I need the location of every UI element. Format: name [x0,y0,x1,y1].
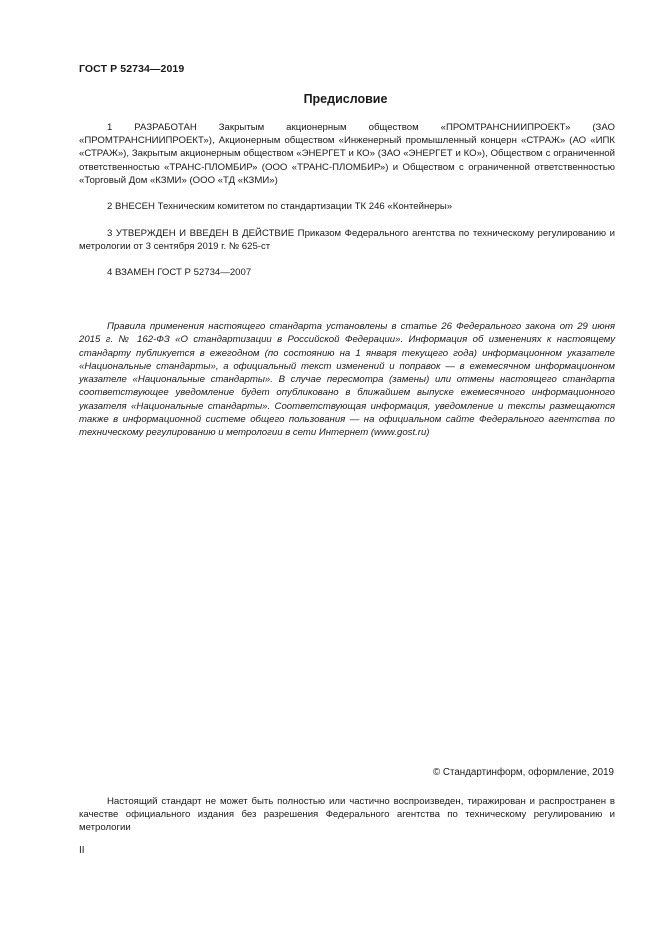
paragraph-replaces: 4 ВЗАМЕН ГОСТ Р 52734—2007 [107,267,252,278]
paragraph-introduced-by: 2 ВНЕСЕН Техническим комитетом по стандартизации ТК 246 «Контейнеры» [107,201,453,212]
page-title: Предисловие [303,92,388,106]
reproduction-rights: Настоящий стандарт не может быть полностью или частично воспроизведен, тиражирован и распространен в качестве официального издания без разрешения Федерального агентства по техническому регулированию и метрологии [79,796,615,834]
usage-rules-notice: Правила применения настоящего стандарта установлены в статье 26 Федерального закона от 29 июня 2015 г. № 162-ФЗ «О стандартизации в Российской Федерации». Информация об изменениях к настоящему стандарту публикуется в ежегодном (по состоянию на 1 января текущего года) информационном указателе «Национальные стандарты», а официальный текст изменений и поправок — в ежемесячном информационном указателе «Национальные стандарты». В случае пересмотра (замены) или отмены настоящего стандарта соответствующее уведомление будет опубликовано в ближайшем выпуске ежемесячного информационного указателя «Национальные стандарты». Соответствующая информация, уведомление и тексты размещаются также в информационной системе общего пользования — на официальном сайте Федерального агентства по техническому регулированию и метрологии в сети Интернет (www.gost.ru) [79,321,615,439]
document-code: ГОСТ Р 52734—2019 [79,63,185,75]
paragraph-approved: 3 УТВЕРЖДЕН И ВВЕДЕН В ДЕЙСТВИЕ Приказом Федерального агентства по техническому регулированию и метрологии от 3 сентября 2019 г. № 625-ст [79,228,615,253]
paragraph-developed-by: 1 РАЗРАБОТАН Закрытым акционерным обществом «ПРОМТРАНСНИИПРОЕКТ» (ЗАО «ПРОМТРАНСНИИПРОЕКТ»), Акционерным обществом «Инженерный промышленный концерн «СТРАЖ» (АО «ИПК «СТРАЖ»), Закрытым акционерным обществом «ЭНЕРГЕТ и КО» (ЗАО «ЭНЕРГЕТ и КО»), Обществом с ограниченной ответственностью «ТРАНС-ПЛОМБИР» (ООО «ТРАНС-ПЛОМБИР») и Обществом с ограниченной ответственностью «Торговый Дом «КЗМИ» (ООО «ТД «КЗМИ») [79,122,615,186]
copyright-line: © Стандартинформ, оформление, 2019 [432,767,614,778]
page-number: II [79,845,85,856]
